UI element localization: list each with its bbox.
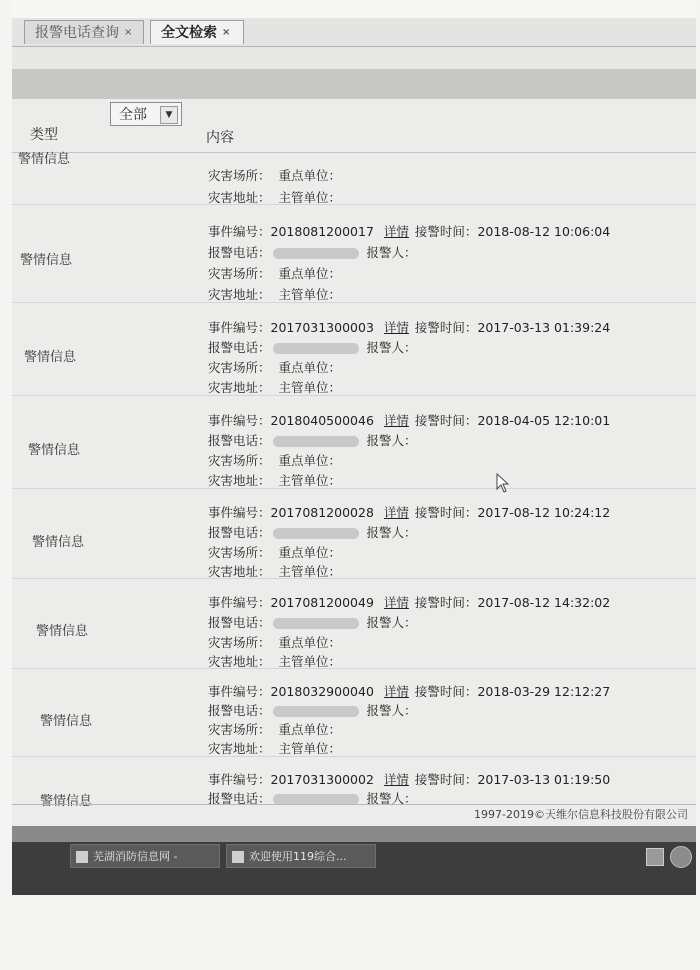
row-type: 警情信息 <box>40 714 93 729</box>
phone-line: 报警电话： 报警人： <box>208 791 417 806</box>
redacted-phone <box>273 436 359 447</box>
taskbar-item-label: 欢迎使用119综合... <box>249 850 347 863</box>
tab-fulltext-search[interactable] <box>150 20 244 44</box>
alarm-time: 2018-08-12 10:06:04 <box>477 224 611 239</box>
event-line: 事件编号：2017031300002 详情 接警时间：2017-03-13 01:19:50 <box>208 772 611 787</box>
detail-link[interactable]: 详情 <box>383 595 409 610</box>
alarm-time: 2017-03-13 01:39:24 <box>477 320 611 335</box>
event-line: 事件编号：2017031300003 详情 接警时间：2017-03-13 01:39:24 <box>208 320 611 335</box>
place-line: 灾害场所： 重点单位： <box>208 635 341 650</box>
close-icon[interactable]: × <box>222 27 231 38</box>
place-line: 灾害场所： 重点单位： <box>208 266 341 281</box>
redacted-phone <box>273 343 359 354</box>
redacted-phone <box>273 248 359 259</box>
browser-icon <box>76 851 88 863</box>
phone-line: 报警电话： 报警人： <box>208 433 417 448</box>
event-number: 2017031300003 <box>270 320 374 335</box>
place-line: 灾害场所： 重点单位： <box>208 168 341 183</box>
screenshot <box>12 0 696 895</box>
event-number: 2018032900040 <box>270 684 374 699</box>
header-content: 内容 <box>206 130 234 146</box>
table-row <box>12 204 696 303</box>
tray-icon[interactable] <box>646 848 664 866</box>
detail-link[interactable]: 详情 <box>383 684 409 699</box>
taskbar-item-label: 芜湖消防信息网 - <box>93 850 178 863</box>
toolbar-area <box>12 47 696 69</box>
phone-line: 报警电话： 报警人： <box>208 340 417 355</box>
phone-line: 报警电话： 报警人： <box>208 525 417 540</box>
row-type: 警情信息 <box>32 535 85 550</box>
redacted-phone <box>273 618 359 629</box>
alarm-time: 2017-08-12 14:32:02 <box>477 595 611 610</box>
table-row <box>12 302 696 396</box>
detail-link[interactable]: 详情 <box>383 320 409 335</box>
detail-link[interactable]: 详情 <box>383 772 409 787</box>
search-panel <box>12 69 696 99</box>
browser-icon <box>232 851 244 863</box>
place-line: 灾害场所： 重点单位： <box>208 360 341 375</box>
address-line: 灾害地址： 主管单位： <box>208 380 341 395</box>
detail-link[interactable]: 详情 <box>383 224 409 239</box>
place-line: 灾害场所： 重点单位： <box>208 722 341 737</box>
tab-label: 全文检索 <box>161 25 217 41</box>
row-type: 警情信息 <box>28 443 81 458</box>
event-number: 2017081200028 <box>270 505 374 520</box>
browser-top-strip <box>12 0 696 18</box>
address-line: 灾害地址： 主管单位： <box>208 564 341 579</box>
address-line: 灾害地址： 主管单位： <box>208 473 341 488</box>
redacted-phone <box>273 706 359 717</box>
taskbar-divider <box>12 826 696 842</box>
header-type: 类型 <box>30 127 58 143</box>
event-number: 2017081200049 <box>270 595 374 610</box>
event-line: 事件编号：2018032900040 详情 接警时间：2018-03-29 12:12:27 <box>208 684 611 699</box>
taskbar-item-119[interactable] <box>226 844 376 868</box>
event-number: 2017031300002 <box>270 772 374 787</box>
event-number: 2018040500046 <box>270 413 374 428</box>
place-line: 灾害场所： 重点单位： <box>208 545 341 560</box>
phone-line: 报警电话： 报警人： <box>208 703 417 718</box>
row-type: 警情信息 <box>20 253 73 268</box>
table-row <box>12 96 696 205</box>
mouse-cursor-icon <box>496 473 510 493</box>
table-row <box>12 578 696 669</box>
table-row <box>12 668 696 757</box>
tray-globe-icon[interactable] <box>670 846 692 868</box>
copyright-text: 1997-2019©天维尔信息科技股份有限公司 <box>474 808 688 821</box>
event-line: 事件编号：2017081200028 详情 接警时间：2017-08-12 10:24:12 <box>208 505 611 520</box>
event-line: 事件编号：2018081200017 详情 接警时间：2018-08-12 10:06:04 <box>208 224 611 239</box>
alarm-time: 2017-08-12 10:24:12 <box>477 505 611 520</box>
footer <box>12 804 696 823</box>
close-icon[interactable]: × <box>124 27 133 38</box>
address-line: 灾害地址： 主管单位： <box>208 741 341 756</box>
alarm-time: 2018-04-05 12:10:01 <box>477 413 611 428</box>
alarm-time: 2017-03-13 01:19:50 <box>477 772 611 787</box>
phone-line: 报警电话： 报警人： <box>208 245 417 260</box>
taskbar <box>12 826 696 895</box>
address-line: 灾害地址： 主管单位： <box>208 287 341 302</box>
event-line: 事件编号：2018040500046 详情 接警时间：2018-04-05 12:10:01 <box>208 413 611 428</box>
table-row <box>12 488 696 579</box>
filter-value: 全部 <box>119 107 147 123</box>
taskbar-item-wuhu-fire[interactable] <box>70 844 220 868</box>
table-row <box>12 395 696 489</box>
tab-label: 报警电话查询 <box>35 25 119 41</box>
alarm-time: 2018-03-29 12:12:27 <box>477 684 611 699</box>
tab-alarm-phone-query[interactable] <box>24 20 144 44</box>
place-line: 灾害场所： 重点单位： <box>208 453 341 468</box>
chevron-down-icon[interactable]: ▼ <box>160 106 178 124</box>
row-type: 警情信息 <box>18 152 71 167</box>
phone-line: 报警电话： 报警人： <box>208 615 417 630</box>
address-line: 灾害地址： 主管单位： <box>208 654 341 669</box>
event-line: 事件编号：2017081200049 详情 接警时间：2017-08-12 14:32:02 <box>208 595 611 610</box>
row-type: 警情信息 <box>36 624 89 639</box>
detail-link[interactable]: 详情 <box>383 505 409 520</box>
event-number: 2018081200017 <box>270 224 374 239</box>
results-list <box>12 148 696 809</box>
row-type: 警情信息 <box>40 794 93 809</box>
detail-link[interactable]: 详情 <box>383 413 409 428</box>
redacted-phone <box>273 528 359 539</box>
tab-bar <box>12 18 696 47</box>
address-line: 灾害地址： 主管单位： <box>208 190 341 205</box>
row-type: 警情信息 <box>24 350 77 365</box>
